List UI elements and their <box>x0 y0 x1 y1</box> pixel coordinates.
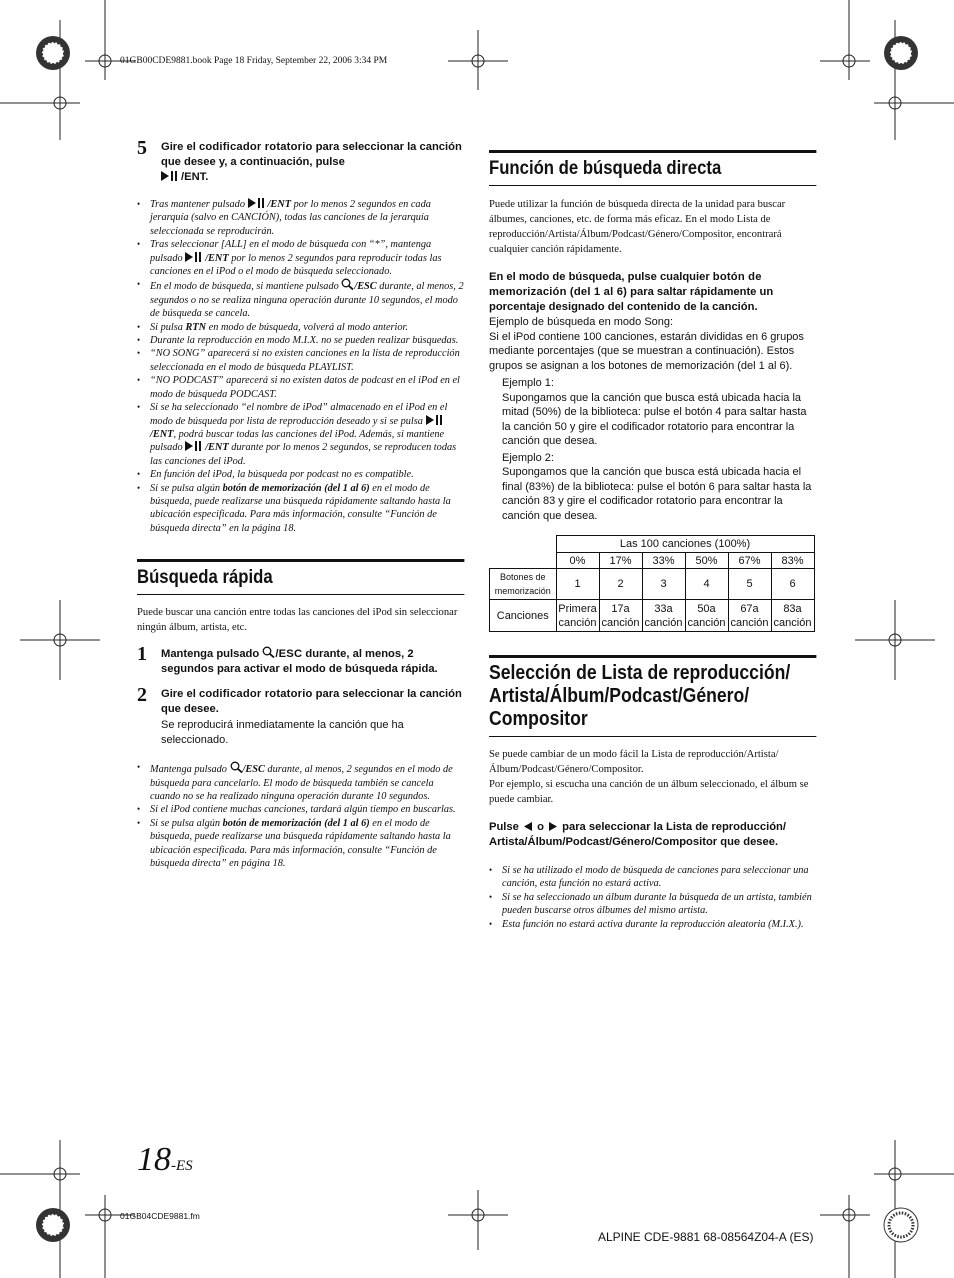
notes-step5 <box>137 198 465 535</box>
list-item: • Si se ha utilizado el modo de búsqueda de canciones para seleccionar una canción, esta función no estará activa. <box>489 864 817 891</box>
list-item: • “NO SONG” aparecerá si no existen canciones en la lista de reproducción seleccionada en el modo de búsqueda PLAYLIST. <box>137 347 465 374</box>
list-item: • Si se pulsa algún botón de memorización (del 1 al 6) en el modo de búsqueda, puede realizarse una búsqueda rápidamente saltando hasta la ubicación especificada. Para más información, consulte “Función de búsqueda directa” en la página 18. <box>137 482 465 536</box>
right-arrow-icon <box>547 822 559 831</box>
footer-file-name: 01GB04CDE9881.fm <box>120 1211 200 1221</box>
list-item: • Durante la reproducción en modo M.I.X. no se pueden realizar búsquedas. <box>137 334 465 347</box>
list-item: • En función del iPod, la búsqueda por podcast no es compatible. <box>137 468 465 481</box>
play-pause-icon <box>161 171 181 181</box>
example-2: Ejemplo 2: Supongamos que la canción que busca está ubicada hacia el final (83%) de la biblioteca: pulse el botón 6 para saltar hasta la canción 83 y gire el codificador rotatorio para encontrar la canción que desea. <box>502 451 812 522</box>
list-item: • Si se ha seleccionado “el nombre de iPod” almacenado en el iPod en el modo de búsqueda por lista de reproducción deseado y si se pulsa /ENT, podrá buscar todas las canciones del iPod. Además, si mantiene pulsado /ENT durante por lo menos 2 segundos, se reproducen todas las canciones del iPod. <box>137 401 465 468</box>
step-2: 2 Gire el codificador rotatorio para seleccionar la canción que desee. Se reproducirá inmediatamente la canción que ha seleccionado. <box>137 687 465 747</box>
step-5 <box>137 137 465 185</box>
percent-table <box>489 535 815 632</box>
example-heading: Ejemplo de búsqueda en modo Song: <box>489 316 674 328</box>
play-pause-icon <box>185 441 205 451</box>
play-pause-icon <box>248 198 268 208</box>
list-item: • Si se pulsa algún botón de memorización (del 1 al 6) en el modo de búsqueda, puede realizarse una búsqueda rápidamente saltando hasta la ubicación especificada. Para más información, consulte “Función de búsqueda directa” en página 18. <box>137 817 465 871</box>
list-item: • En el modo de búsqueda, si mantiene pulsado /ESC durante, al menos, 2 segundos o no se realiza ninguna operación durante 10 segundos, el modo de búsqueda se cancela. <box>137 278 465 320</box>
list-item: • Tras seleccionar [ALL] en el modo de búsqueda con “*”, mantenga pulsado /ENT por lo menos 2 segundos para reproducir todas las canciones en el iPod o el modo de búsqueda seleccionado. <box>137 238 465 278</box>
list-item: • Si pulsa RTN en modo de búsqueda, volverá al modo anterior. <box>137 321 465 334</box>
play-pause-icon <box>185 252 205 262</box>
list-item: • Si el iPod contiene muchas canciones, tardará algún tiempo en buscarlas. <box>137 803 465 816</box>
table-row: 0% 17% 33% 50% 67% 83% <box>490 553 815 569</box>
step-number: 5 <box>137 137 147 159</box>
example-1: Ejemplo 1: Supongamos que la canción que busca está ubicada hacia la mitad (50%) de la biblioteca: pulse el botón 4 para saltar hasta la canción 50 y gire el codificador rotatorio para encontrar la canción que desea. <box>502 377 807 447</box>
notes-busqueda-rapida <box>137 761 465 870</box>
list-item: • “NO PODCAST” aparecerá si no existen datos de podcast en el iPod en el modo de búsqueda PODCAST. <box>137 374 465 401</box>
instruction: En el modo de búsqueda, pulse cualquier botón de memorización (del 1 al 6) para saltar rápidamente un porcentaje designado del contenido de la canción. <box>489 271 774 313</box>
step-text: Gire el <box>161 141 199 153</box>
row-label: Botones de memorización <box>490 569 557 600</box>
keyword-rotary-encoder: codificador rotatorio <box>198 688 313 701</box>
search-icon <box>262 646 275 658</box>
step-number: 1 <box>137 643 147 666</box>
play-pause-icon <box>426 415 446 425</box>
list-item: • Mantenga pulsado /ESC durante, al menos, 2 segundos en el modo de búsqueda para cancelarlo. El modo de búsqueda también se cancela cuando no se ha realizado ninguna operación durante 10 segundos. <box>137 761 465 803</box>
step-text: para seleccionar la canción que desee y, a continuación, pulse <box>161 141 462 168</box>
keyword-preset-buttons: botón de memorización (del 1 al 6) <box>489 271 762 298</box>
section-title-seleccion: Selección de Lista de reproducción/ Artista/Álbum/Podcast/Género/ Compositor <box>489 655 816 737</box>
section-title-busqueda-directa: Función de búsqueda directa <box>489 150 816 186</box>
header-file-info: 01GB00CDE9881.book Page 18 Friday, September 22, 2006 3:34 PM <box>120 56 388 66</box>
row-label: Canciones <box>490 600 557 632</box>
intro-paragraph: Se puede cambiar de un modo fácil la Lista de reproducción/Artista/Álbum/Podcast/Género/Compositor. Por ejemplo, si escucha una canción de un álbum seleccionado, el álbum se puede cambiar. <box>489 749 809 805</box>
right-column <box>489 150 817 931</box>
list-item: • Tras mantener pulsado /ENT por lo menos 2 segundos en cada jerarquía (salvo en CANCIÓN), todas las canciones de la jerarquía seleccionada se reproducirán. <box>137 198 465 238</box>
footer-model: ALPINE CDE-9881 68-08564Z04-A (ES) <box>598 1230 814 1244</box>
step-text: . <box>205 171 209 183</box>
notes-seleccion <box>489 864 817 931</box>
button-label-esc: /ESC <box>275 648 303 661</box>
instruction: Pulse o para seleccionar la Lista de reproducción/ Artista/Álbum/Podcast/Género/Compositor que desee. <box>489 821 786 848</box>
keyword-rotary-encoder: codificador rotatorio <box>198 141 313 153</box>
search-icon <box>341 278 354 290</box>
intro-paragraph: Puede buscar una canción entre todas las canciones del iPod sin seleccionar ningún álbum, artista, etc. <box>137 607 458 634</box>
step-1: 1 Mantenga pulsado /ESC durante, al menos, 2 segundos para activar el modo de búsqueda rápida. <box>137 643 438 676</box>
left-arrow-icon <box>522 822 534 831</box>
step-number: 2 <box>137 684 147 707</box>
button-label-ent: /ENT <box>181 171 206 183</box>
table-header: Las 100 canciones (100%) <box>556 536 814 553</box>
section-title-busqueda-rapida: Búsqueda rápida <box>137 559 464 595</box>
page-number: 18-ES <box>137 1141 193 1178</box>
search-icon <box>230 761 243 773</box>
intro-paragraph: Puede utilizar la función de búsqueda directa de la unidad para buscar álbumes, canciones, etc. de forma más eficaz. En el modo Lista de reproducción/Artista/Álbum/Podcast/Género/Compositor, encontrará cualquier canción rápidamente. <box>489 199 786 255</box>
table-row: Botones de memorización 1 2 3 4 5 6 <box>490 569 815 600</box>
table-row: Canciones Primera canción 17a canción 33a canción 50a canción 67a canción 83a canción <box>490 600 815 632</box>
list-item: • Esta función no estará activa durante la reproducción aleatoria (M.I.X.). <box>489 918 817 931</box>
example-body: Si el iPod contiene 100 canciones, estarán divididas en 6 grupos mediante porcentajes (que se muestran a continuación). Estos grupos se asignan a los botones de memorización (del 1 al 6). <box>489 330 804 372</box>
step-result: Se reproducirá inmediatamente la canción que ha seleccionado. <box>161 719 404 746</box>
list-item: • Si se ha seleccionado un álbum durante la búsqueda de un artista, también pueden buscarse otros álbumes del mismo artista. <box>489 891 817 918</box>
left-column <box>137 137 465 870</box>
